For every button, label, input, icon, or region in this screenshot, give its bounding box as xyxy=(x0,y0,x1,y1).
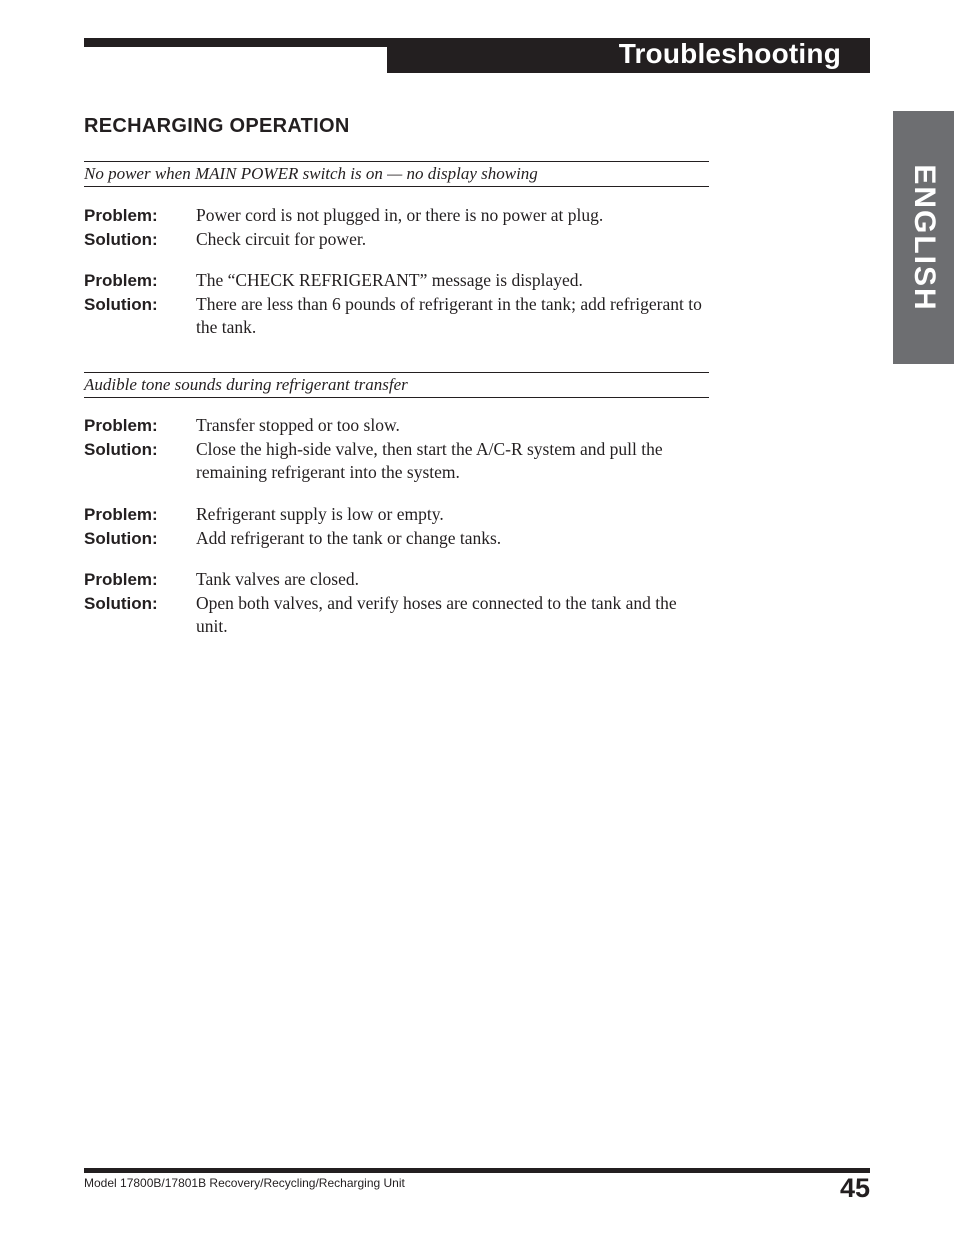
solution-label: Solution: xyxy=(84,528,158,548)
group-header-no-power: No power when MAIN POWER switch is on — no display showing xyxy=(84,161,709,187)
header-bar xyxy=(387,38,870,73)
page-title: Troubleshooting xyxy=(618,38,841,69)
language-tab xyxy=(893,111,954,364)
troubleshoot-entry xyxy=(84,204,709,251)
solution-text: Check circuit for power. xyxy=(196,228,367,249)
problem-label: Problem: xyxy=(84,416,158,435)
problem-text: Transfer stopped or too slow. xyxy=(196,415,400,435)
troubleshoot-entry xyxy=(84,414,709,485)
problem-label: Problem: xyxy=(84,505,158,524)
solution-text: Close the high-side valve, then start the A/C-R system and pull the remaining refrigerant into the system. xyxy=(196,438,663,482)
solution-text: Add refrigerant to the tank or change tanks. xyxy=(196,527,502,548)
solution-text: Open both valves, and verify hoses are connected to the tank and the unit. xyxy=(196,592,677,636)
group-header-audible-tone: Audible tone sounds during refrigerant transfer xyxy=(84,372,709,398)
problem-text: The “CHECK REFRIGERANT” message is displayed. xyxy=(196,270,583,290)
solution-text: There are less than 6 pounds of refrigerant in the tank; add refrigerant to the tank. xyxy=(196,293,702,337)
footer-model-text: Model 17800B/17801B Recovery/Recycling/Recharging Unit xyxy=(84,1176,405,1190)
footer-rule xyxy=(84,1168,870,1173)
solution-label: Solution: xyxy=(84,294,158,314)
page-number: 45 xyxy=(839,1173,870,1203)
troubleshoot-entry xyxy=(84,503,709,550)
language-tab-label: ENGLISH xyxy=(907,163,941,312)
problem-text: Tank valves are closed. xyxy=(196,569,360,589)
solution-label: Solution: xyxy=(84,229,158,249)
section-heading: RECHARGING OPERATION xyxy=(84,115,350,137)
problem-text: Refrigerant supply is low or empty. xyxy=(196,504,444,524)
problem-label: Problem: xyxy=(84,570,158,589)
troubleshoot-entry xyxy=(84,568,709,639)
troubleshoot-entry xyxy=(84,269,709,340)
problem-label: Problem: xyxy=(84,206,158,225)
problem-text: Power cord is not plugged in, or there is no power at plug. xyxy=(196,205,604,225)
solution-label: Solution: xyxy=(84,593,158,613)
solution-label: Solution: xyxy=(84,439,158,459)
problem-label: Problem: xyxy=(84,271,158,290)
